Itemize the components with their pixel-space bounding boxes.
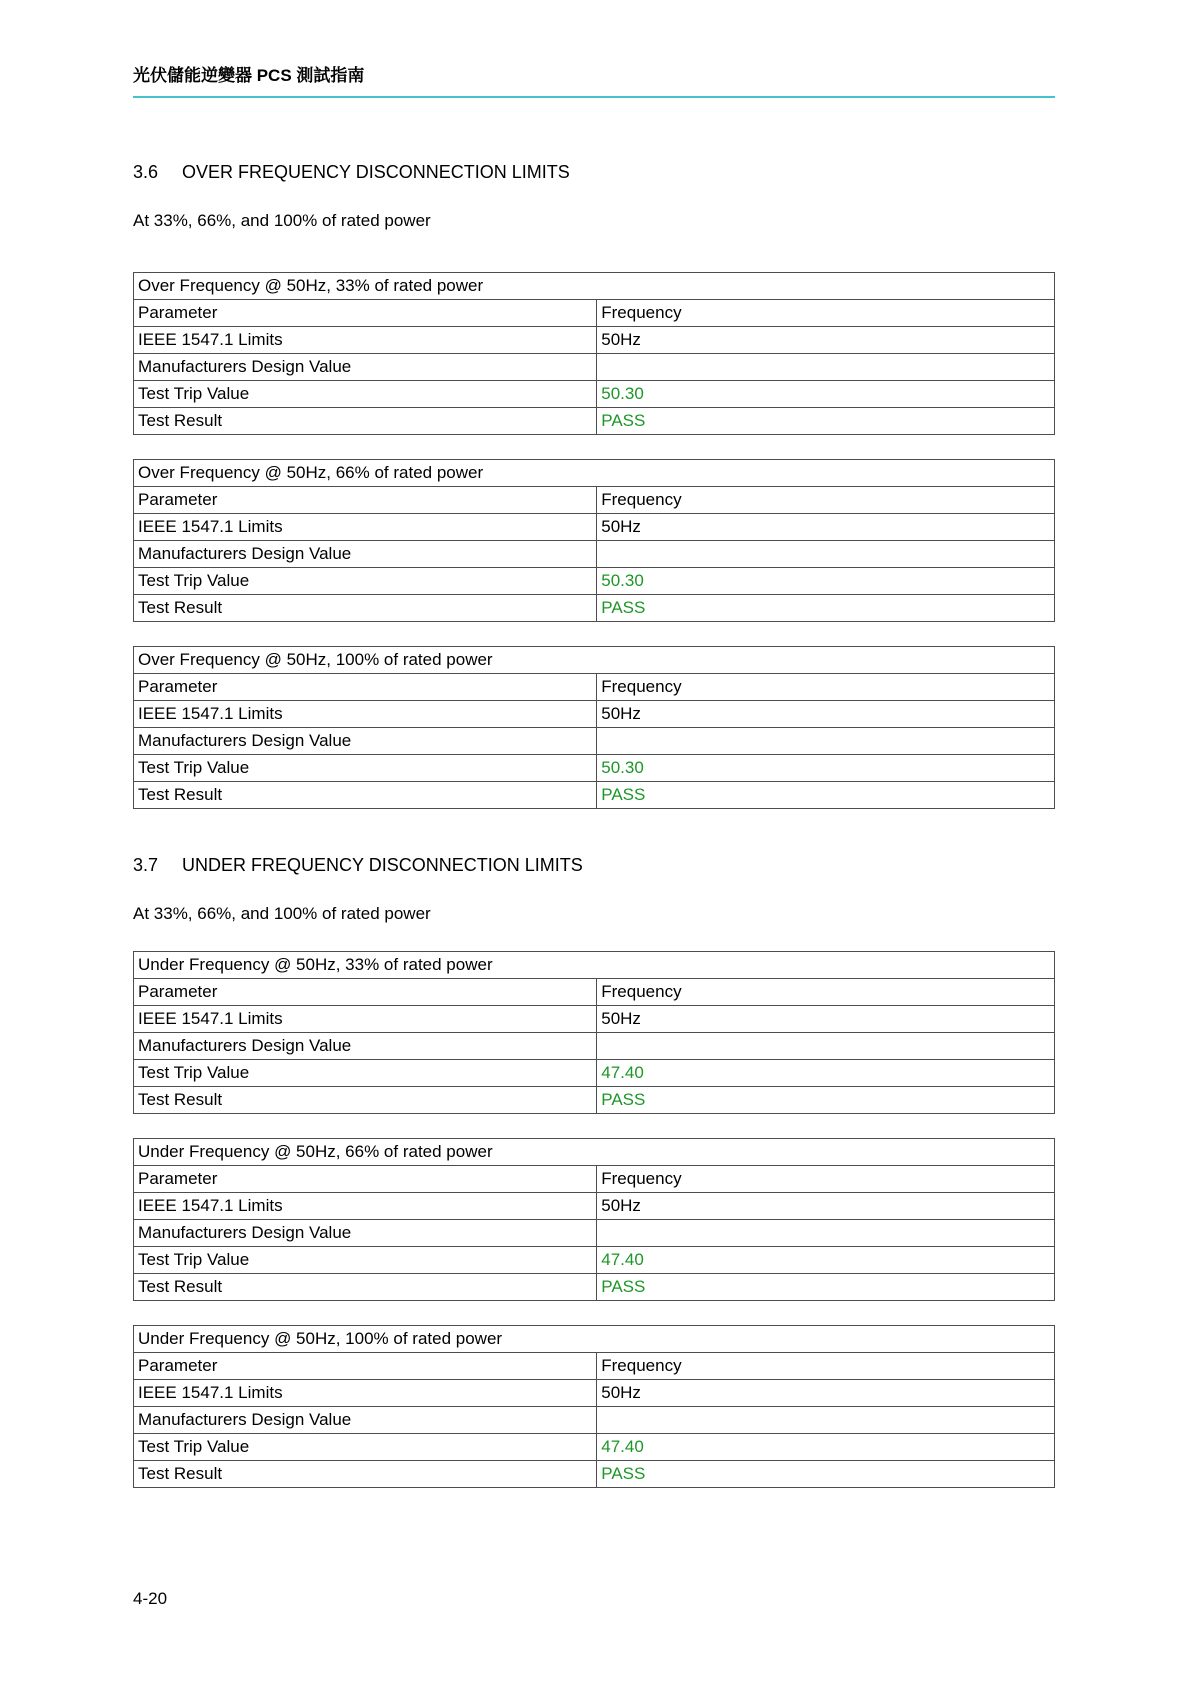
table-row (134, 782, 1055, 809)
row-label: Test Result (134, 782, 597, 809)
table-row (134, 1060, 1055, 1087)
row-value (597, 1220, 1055, 1247)
row-label: IEEE 1547.1 Limits (134, 1193, 597, 1220)
table-row (134, 1087, 1055, 1114)
table-title-row (134, 273, 1055, 300)
table-title-row (134, 1326, 1055, 1353)
row-label: Test Result (134, 408, 597, 435)
row-label: Test Trip Value (134, 1247, 597, 1274)
table-row (134, 1006, 1055, 1033)
row-value: 50Hz (597, 1006, 1055, 1033)
row-value: Frequency (597, 674, 1055, 701)
row-value: Frequency (597, 1166, 1055, 1193)
row-value-trip: 47.40 (597, 1060, 1055, 1087)
row-value: 50Hz (597, 701, 1055, 728)
row-value-trip: 47.40 (597, 1247, 1055, 1274)
table-row (134, 595, 1055, 622)
row-label: IEEE 1547.1 Limits (134, 1006, 597, 1033)
table-row (134, 354, 1055, 381)
table-title: Over Frequency @ 50Hz, 33% of rated power (134, 273, 1055, 300)
row-value-trip: 50.30 (597, 755, 1055, 782)
row-label: IEEE 1547.1 Limits (134, 701, 597, 728)
row-label: Parameter (134, 979, 597, 1006)
row-value (597, 541, 1055, 568)
row-value (597, 728, 1055, 755)
row-label: Parameter (134, 1353, 597, 1380)
table-row (134, 728, 1055, 755)
row-value: Frequency (597, 1353, 1055, 1380)
row-value: 50Hz (597, 1193, 1055, 1220)
row-label: Test Trip Value (134, 755, 597, 782)
table-row (134, 300, 1055, 327)
section-subtitle: At 33%, 66%, and 100% of rated power (133, 904, 431, 923)
over-frequency-100-table (133, 646, 1055, 809)
table-row (134, 408, 1055, 435)
under-frequency-33-table (133, 951, 1055, 1114)
section-heading-3-7 (133, 853, 1055, 877)
table-title: Under Frequency @ 50Hz, 33% of rated power (134, 952, 1055, 979)
table-row (134, 1274, 1055, 1301)
table-row (134, 1166, 1055, 1193)
row-label: Manufacturers Design Value (134, 1033, 597, 1060)
section-title: UNDER FREQUENCY DISCONNECTION LIMITS (182, 855, 583, 875)
row-value-result: PASS (597, 1274, 1055, 1301)
row-label: IEEE 1547.1 Limits (134, 514, 597, 541)
table-row (134, 701, 1055, 728)
table-row (134, 979, 1055, 1006)
table-title-row (134, 460, 1055, 487)
table-row (134, 1220, 1055, 1247)
row-value (597, 1033, 1055, 1060)
table-title: Under Frequency @ 50Hz, 100% of rated power (134, 1326, 1055, 1353)
row-label: Test Result (134, 1461, 597, 1488)
table-row (134, 541, 1055, 568)
table-row (134, 514, 1055, 541)
table-row (134, 381, 1055, 408)
row-label: Manufacturers Design Value (134, 354, 597, 381)
row-value-trip: 50.30 (597, 568, 1055, 595)
row-value-result: PASS (597, 595, 1055, 622)
table-title-row (134, 1139, 1055, 1166)
row-value (597, 354, 1055, 381)
table-title-row (134, 647, 1055, 674)
table-row (134, 674, 1055, 701)
table-row (134, 1033, 1055, 1060)
row-label: Parameter (134, 300, 597, 327)
section-number: 3.6 (133, 162, 159, 182)
table-row (134, 1407, 1055, 1434)
over-frequency-33-table (133, 272, 1055, 435)
row-label: Parameter (134, 487, 597, 514)
over-frequency-66-table (133, 459, 1055, 622)
section-title: OVER FREQUENCY DISCONNECTION LIMITS (182, 162, 570, 182)
row-value: 50Hz (597, 514, 1055, 541)
table-row (134, 327, 1055, 354)
table-row (134, 1434, 1055, 1461)
row-value-result: PASS (597, 782, 1055, 809)
row-label: Test Result (134, 595, 597, 622)
page-number: 4-20 (133, 1589, 168, 1608)
row-value-result: PASS (597, 1087, 1055, 1114)
row-label: Manufacturers Design Value (134, 1407, 597, 1434)
row-value (597, 1407, 1055, 1434)
table-row (134, 568, 1055, 595)
table-row (134, 487, 1055, 514)
row-value: 50Hz (597, 1380, 1055, 1407)
row-label: Test Trip Value (134, 568, 597, 595)
section-number: 3.7 (133, 855, 159, 875)
section-subtitle: At 33%, 66%, and 100% of rated power (133, 211, 431, 230)
row-label: Test Trip Value (134, 1060, 597, 1087)
row-value-trip: 50.30 (597, 381, 1055, 408)
row-label: Test Result (134, 1274, 597, 1301)
row-label: Test Trip Value (134, 381, 597, 408)
row-value: Frequency (597, 300, 1055, 327)
row-label: Parameter (134, 1166, 597, 1193)
table-row (134, 1193, 1055, 1220)
row-label: Manufacturers Design Value (134, 1220, 597, 1247)
section-heading-3-6 (133, 160, 1055, 184)
row-label: IEEE 1547.1 Limits (134, 1380, 597, 1407)
table-title: Over Frequency @ 50Hz, 66% of rated power (134, 460, 1055, 487)
table-title: Over Frequency @ 50Hz, 100% of rated power (134, 647, 1055, 674)
row-label: Manufacturers Design Value (134, 541, 597, 568)
table-row (134, 1247, 1055, 1274)
table-row (134, 1380, 1055, 1407)
document-header-title: 光伏儲能逆變器 PCS 測試指南 (133, 64, 1055, 98)
row-value-trip: 47.40 (597, 1434, 1055, 1461)
under-frequency-100-table (133, 1325, 1055, 1488)
row-value-result: PASS (597, 1461, 1055, 1488)
row-value: Frequency (597, 487, 1055, 514)
table-title: Under Frequency @ 50Hz, 66% of rated power (134, 1139, 1055, 1166)
under-frequency-66-table (133, 1138, 1055, 1301)
table-row (134, 755, 1055, 782)
row-value: Frequency (597, 979, 1055, 1006)
row-label: Manufacturers Design Value (134, 728, 597, 755)
table-title-row (134, 952, 1055, 979)
row-label: Test Trip Value (134, 1434, 597, 1461)
table-row (134, 1461, 1055, 1488)
row-label: IEEE 1547.1 Limits (134, 327, 597, 354)
row-label: Parameter (134, 674, 597, 701)
table-row (134, 1353, 1055, 1380)
row-label: Test Result (134, 1087, 597, 1114)
row-value-result: PASS (597, 408, 1055, 435)
row-value: 50Hz (597, 327, 1055, 354)
